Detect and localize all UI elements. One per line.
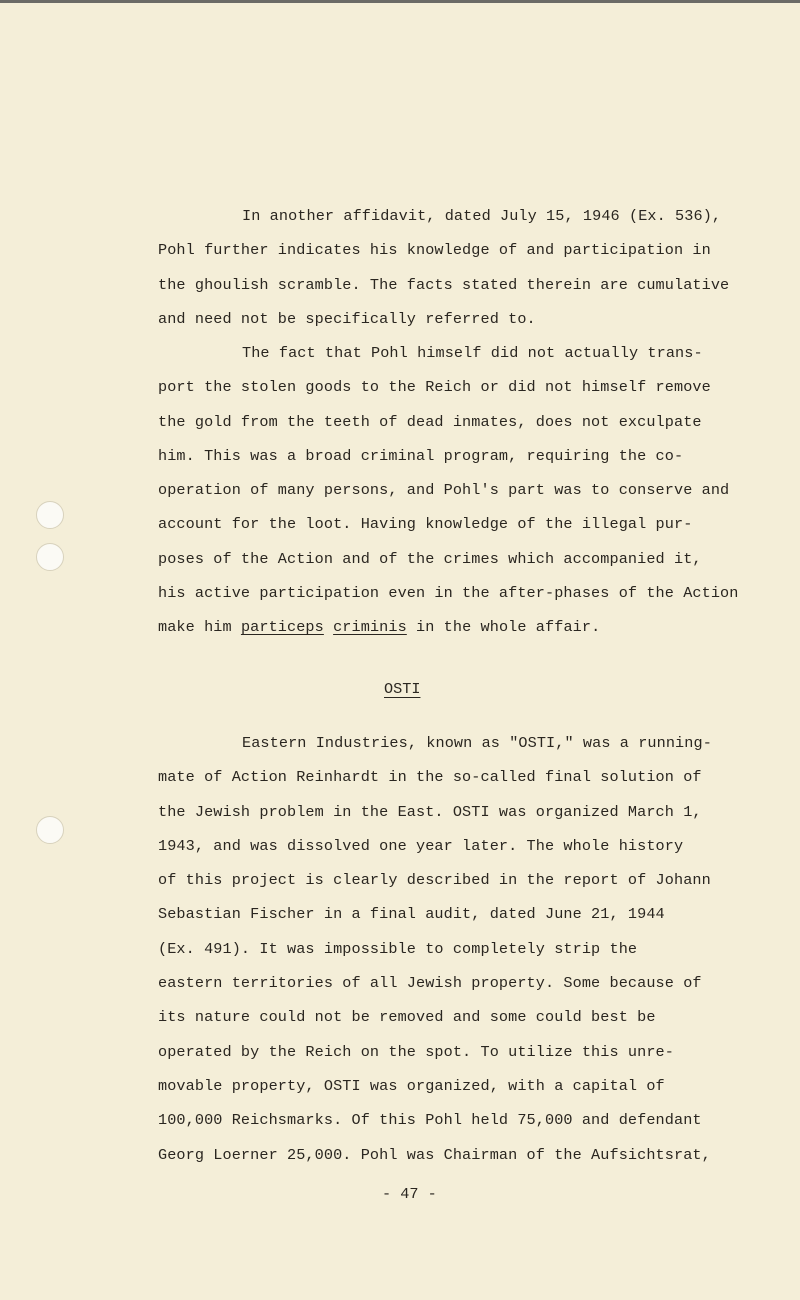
- text-line: operation of many persons, and Pohl's part was to conserve and: [158, 481, 730, 500]
- section-heading: OSTI: [384, 680, 421, 698]
- paragraph-1: [158, 199, 730, 336]
- text-line: the gold from the teeth of dead inmates, does not exculpate: [158, 412, 702, 431]
- punch-hole: [36, 816, 64, 844]
- latin-term: particeps: [240, 618, 324, 637]
- text-line: its nature could not be removed and some could best be: [158, 1008, 656, 1027]
- text-line: Georg Loerner 25,000. Pohl was Chairman of the Aufsichtsrat,: [158, 1145, 711, 1164]
- punch-hole: [36, 501, 64, 529]
- text-fragment: [324, 618, 333, 636]
- latin-term: criminis: [333, 618, 407, 637]
- text-line: poses of the Action and of the crimes which accompanied it,: [158, 549, 702, 568]
- text-line: movable property, OSTI was organized, with a capital of: [158, 1076, 665, 1095]
- text-line: Eastern Industries, known as "OSTI," was a running-: [242, 734, 712, 752]
- text-line: operated by the Reich on the spot. To utilize this unre-: [158, 1042, 674, 1061]
- text-line: (Ex. 491). It was impossible to completely strip the: [158, 939, 638, 958]
- text-fragment: make him: [158, 618, 241, 637]
- punch-hole: [36, 543, 64, 571]
- paragraph-2: [158, 336, 739, 645]
- text-line: In another affidavit, dated July 15, 1946 (Ex. 536),: [242, 207, 722, 225]
- text-line: account for the loot. Having knowledge of the illegal pur-: [158, 515, 693, 534]
- text-line: eastern territories of all Jewish property. Some because of: [158, 974, 702, 993]
- text-line: 100,000 Reichsmarks. Of this Pohl held 75,000 and defendant: [158, 1111, 702, 1130]
- text-line: Pohl further indicates his knowledge of and participation in: [158, 241, 711, 260]
- text-line: him. This was a broad criminal program, requiring the co-: [158, 446, 684, 465]
- text-line: of this project is clearly described in the report of Johann: [158, 871, 711, 890]
- paragraph-3: [158, 726, 718, 1172]
- text-line: 1943, and was dissolved one year later. The whole history: [158, 836, 684, 855]
- text-line: mate of Action Reinhardt in the so-called final solution of: [158, 768, 702, 787]
- text-line: Sebastian Fischer in a final audit, dated June 21, 1944: [158, 905, 665, 924]
- text-line: the ghoulish scramble. The facts stated therein are cumulative: [158, 275, 730, 294]
- text-line-last: [158, 610, 718, 644]
- text-line: The fact that Pohl himself did not actually trans-: [242, 344, 703, 362]
- text-line: the Jewish problem in the East. OSTI was organized March 1,: [158, 802, 702, 821]
- text-line: his active participation even in the after-phases of the Action: [158, 584, 739, 603]
- text-line: port the stolen goods to the Reich or did not himself remove: [158, 378, 711, 397]
- page-number: - 47 -: [382, 1185, 437, 1203]
- text-line: and need not be specifically referred to.: [158, 309, 536, 328]
- text-fragment: in the whole affair.: [406, 618, 601, 637]
